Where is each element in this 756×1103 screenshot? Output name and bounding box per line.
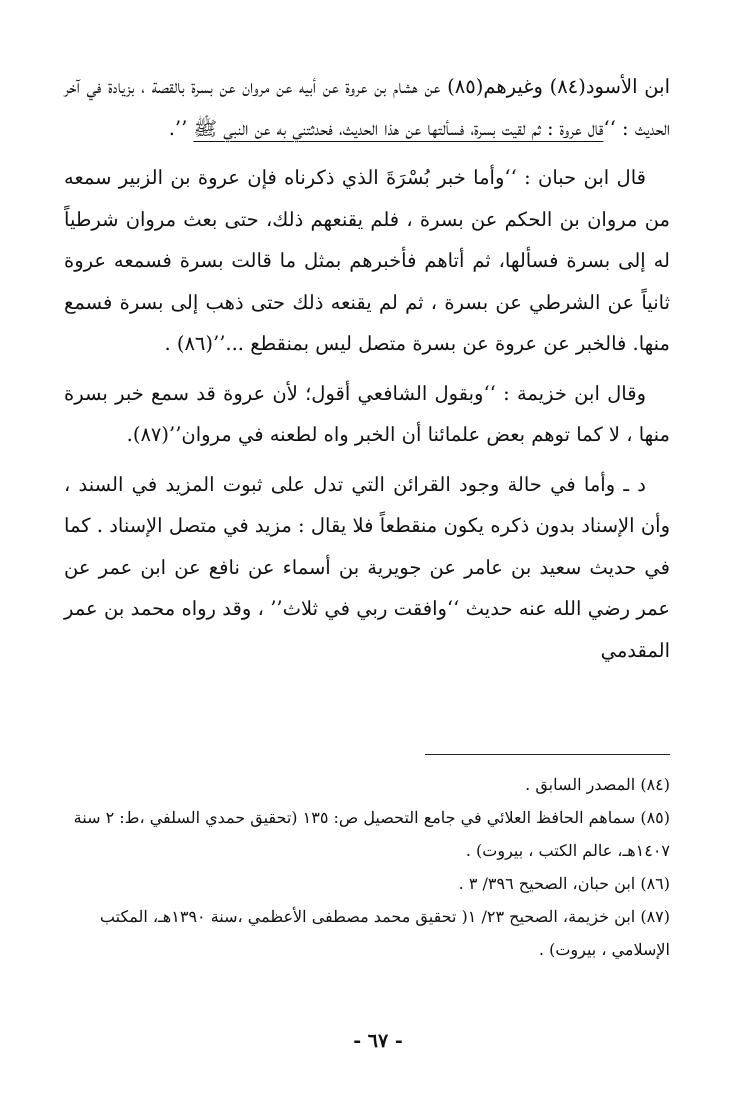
footnote-divider [425,754,670,755]
main-text [64,66,670,671]
text-run: ابن الأسود(٨٤) وغيرهم(٨٥) عن هشام بن عروة عن أبيه عن مروان عن بسرة بالقصة ، بزيادة في آخر الحديث : ‘‘ [64,75,670,140]
paragraph [64,66,670,149]
paragraph [64,464,670,672]
text-run: وقال ابن خزيمة : ‘‘وبقول الشافعي أقول؛ لأن عروة قد سمع خبر بسرة منها ، لا كما توهم بعض علمائنا أن الخبر واه لطعنه في مروان’’(٨٧). [64,381,670,446]
paragraph [64,157,670,365]
text-run: ’’. [168,116,194,140]
footnote: (٨٤) المصدر السابق . [525,775,670,794]
paragraph [64,373,670,456]
text-run: د ـ وأما في حالة وجود القرائن التي تدل على ثبوت المزيد في السند ، وأن الإسناد بدون ذكره يكون منقطعاً فلا يقال : مزيد في متصل الإسناد . كما في حديث سعيد بن عامر عن جويرية بن أسماء عن نافع عن ابن عمر عن عمر رضي الله عنه حديث ‘‘وافقت ربي في ثلاث’’ ، وقد رواه محمد بن عمر المقدمي [64,472,670,662]
footnote: (٨٧) ابن خزيمة، الصحيح ٢٣/ ١( تحقيق محمد مصطفى الأعظمي ،سنة ١٣٩٠هـ، المكتب الإسلامي ، بيروت) . [99,907,670,959]
underlined-quote: قال عروة : ثم لقيت بسرة، فسألتها عن هذا الحديث، فحدثتني به عن النبي ﷺ [193,116,604,140]
footnotes [64,768,670,966]
text-run: قال ابن حبان : ‘‘وأما خبر بُسْرَةَ الذي ذكرناه فإن عروة بن الزبير سمعه من مروان بن الحكم عن بسرة ، فلم يقنعهم ذلك، حتى بعث مروان شرطياً له إلى بسرة فسألها، ثم أتاهم فأخبرهم بمثل ما قالت بسرة فسمعه عروة ثانياً عن الشرطي عن بسرة ، ثم لم يقنعه ذلك حتى ذهب إلى بسرة فسمع منها. فالخبر عن عروة عن بسرة متصل ليس بمنقطع ...’’(٨٦) . [64,166,670,355]
page-number: - ٦٧ - [353,1030,403,1052]
footnote: (٨٥) سماهم الحافظ العلائي في جامع التحصيل ص: ١٣٥ (تحقيق حمدي السلفي ،ط: ٢ سنة ١٤٠٧هـ، عالم الكتب ، بيروت) . [73,808,670,860]
footnote: (٨٦) ابن حبان، الصحيح ٣٩٦/ ٣ . [458,874,670,893]
